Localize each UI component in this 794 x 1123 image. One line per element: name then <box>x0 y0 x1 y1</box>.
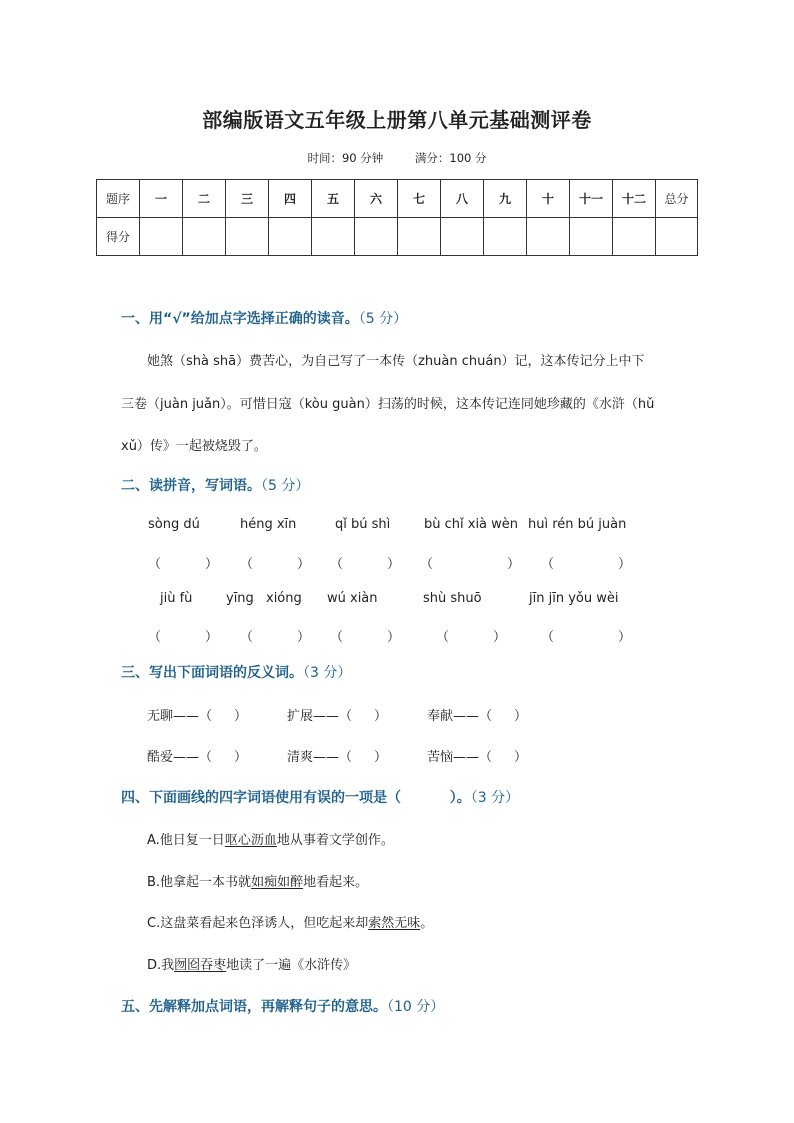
score-row-label: 得分 <box>97 218 140 256</box>
answer-blank[interactable]: （ ） <box>330 557 401 572</box>
score-table-header-row <box>97 180 698 218</box>
antonym-word: 奉献 <box>427 709 454 724</box>
score-header-cell: 七 <box>398 180 441 218</box>
pinyin-item: xióng <box>266 591 302 606</box>
score-cell[interactable] <box>140 218 183 256</box>
antonym-word: 扩展 <box>287 709 314 724</box>
score-cell[interactable] <box>269 218 312 256</box>
score-header-cell: 十二 <box>613 180 656 218</box>
score-cell[interactable] <box>484 218 527 256</box>
answer-blank[interactable]: （ ） <box>436 630 507 645</box>
score-header-cell: 十一 <box>570 180 613 218</box>
score-table <box>96 179 698 256</box>
pinyin-item: héng xīn <box>240 517 297 532</box>
score-cell[interactable] <box>441 218 484 256</box>
q5-heading-text: 五、先解释加点词语，再解释句子的意思。 <box>121 999 387 1015</box>
q3-heading-text: 三、写出下面词语的反义词。 <box>121 665 303 681</box>
score-header-cell: 题序 <box>97 180 140 218</box>
underlined-idiom: 如痴如醉 <box>251 875 304 890</box>
underlined-idiom: 呕心沥血 <box>224 833 277 848</box>
q1-paragraph-line: xǔ）传》一起被烧毁了。 <box>121 439 267 454</box>
answer-blank[interactable]: （ ） <box>240 557 311 572</box>
pinyin-item: wú xiàn <box>327 591 378 606</box>
score-cell[interactable] <box>183 218 226 256</box>
score-cell[interactable] <box>570 218 613 256</box>
q1-paragraph-line: 她煞（shà shā）费苦心，为自己写了一本传（zhuàn chuán）记，这本传记分上中下 <box>147 354 645 369</box>
score-header-cell: 二 <box>183 180 226 218</box>
antonym-word: 无聊 <box>147 709 174 724</box>
q2-heading-text: 二、读拼音，写词语。 <box>121 478 261 494</box>
pinyin-item: huì rén bú juàn <box>528 517 627 532</box>
underlined-idiom: 囫囵吞枣 <box>174 958 227 973</box>
q1-heading-text: 一、用“√”给加点字选择正确的读音。 <box>121 311 359 327</box>
time-limit: 时间：90 分钟 <box>307 151 384 165</box>
q1-paragraph-line: 三卷（juàn juǎn）。可惜日寇（kòu guàn）扫荡的时候，这本传记连同她珍藏的《水浒（hǔ <box>121 397 655 412</box>
answer-blank[interactable]: （ ） <box>420 557 521 572</box>
antonym-item[interactable]: 清爽——（ ） <box>287 750 388 765</box>
q2-heading <box>121 475 309 495</box>
q4-option-d[interactable]: D.我囫囵吞枣地读了一遍《水浒传》 <box>147 958 357 973</box>
score-cell[interactable] <box>656 218 698 256</box>
score-header-cell: 四 <box>269 180 312 218</box>
antonym-item[interactable]: 无聊——（ ） <box>147 709 248 724</box>
q4-option-b[interactable]: B.他拿起一本书就如痴如醉地看起来。 <box>147 875 369 890</box>
pinyin-item: jiù fù <box>160 591 193 606</box>
score-cell[interactable] <box>398 218 441 256</box>
q1-points: （5 分） <box>358 311 408 327</box>
q5-points: （10 分） <box>387 999 445 1015</box>
q1-heading <box>121 308 407 328</box>
pinyin-item: sòng dú <box>148 517 200 532</box>
pinyin-item: jīn jīn yǒu wèi <box>529 591 619 606</box>
answer-blank[interactable]: （ ） <box>541 557 632 572</box>
q2-points: （5 分） <box>261 478 310 494</box>
antonym-item[interactable]: 酷爱——（ ） <box>147 750 248 765</box>
pinyin-item: qǐ bú shì <box>335 517 391 532</box>
q4-option-a[interactable]: A.他日复一日呕心沥血地从事着文学创作。 <box>147 833 394 848</box>
answer-blank[interactable]: （ ） <box>541 630 632 645</box>
antonym-word: 清爽 <box>287 750 314 765</box>
score-header-cell: 一 <box>140 180 183 218</box>
score-header-cell: 五 <box>312 180 355 218</box>
q5-heading <box>121 996 444 1016</box>
q4-heading-text: 四、下面画线的四字词语使用有误的一项是（ ）。 <box>121 790 471 806</box>
pinyin-item: shù shuō <box>423 591 482 606</box>
antonym-item[interactable]: 扩展——（ ） <box>287 709 388 724</box>
page-title: 部编版语文五年级上册第八单元基础测评卷 <box>202 108 592 132</box>
score-cell[interactable] <box>527 218 570 256</box>
antonym-word: 酷爱 <box>147 750 174 765</box>
answer-blank[interactable]: （ ） <box>148 630 219 645</box>
score-header-cell: 八 <box>441 180 484 218</box>
answer-blank[interactable]: （ ） <box>148 557 219 572</box>
antonym-word: 苦恼 <box>427 750 454 765</box>
q3-points: （3 分） <box>303 665 352 681</box>
score-header-cell: 九 <box>484 180 527 218</box>
underlined-idiom: 索然无味 <box>368 916 421 931</box>
answer-blank[interactable]: （ ） <box>330 630 401 645</box>
full-score: 满分：100 分 <box>414 151 487 165</box>
score-cell[interactable] <box>355 218 398 256</box>
pinyin-item: bù chǐ xià wèn <box>424 517 519 532</box>
q3-heading <box>121 662 351 682</box>
score-cell[interactable] <box>613 218 656 256</box>
score-header-cell: 三 <box>226 180 269 218</box>
score-cell[interactable] <box>312 218 355 256</box>
score-header-cell: 十 <box>527 180 570 218</box>
antonym-item[interactable]: 苦恼——（ ） <box>427 750 528 765</box>
q4-heading <box>121 787 519 807</box>
exam-meta <box>0 150 794 166</box>
score-header-cell: 六 <box>355 180 398 218</box>
score-header-cell: 总分 <box>656 180 698 218</box>
score-table-score-row <box>97 218 698 256</box>
antonym-item[interactable]: 奉献——（ ） <box>427 709 528 724</box>
q4-points: （3 分） <box>470 790 520 806</box>
q4-option-c[interactable]: C.这盘菜看起来色泽诱人，但吃起来却索然无味。 <box>147 916 434 931</box>
score-cell[interactable] <box>226 218 269 256</box>
answer-blank[interactable]: （ ） <box>240 630 311 645</box>
pinyin-item: yīng <box>226 591 254 606</box>
